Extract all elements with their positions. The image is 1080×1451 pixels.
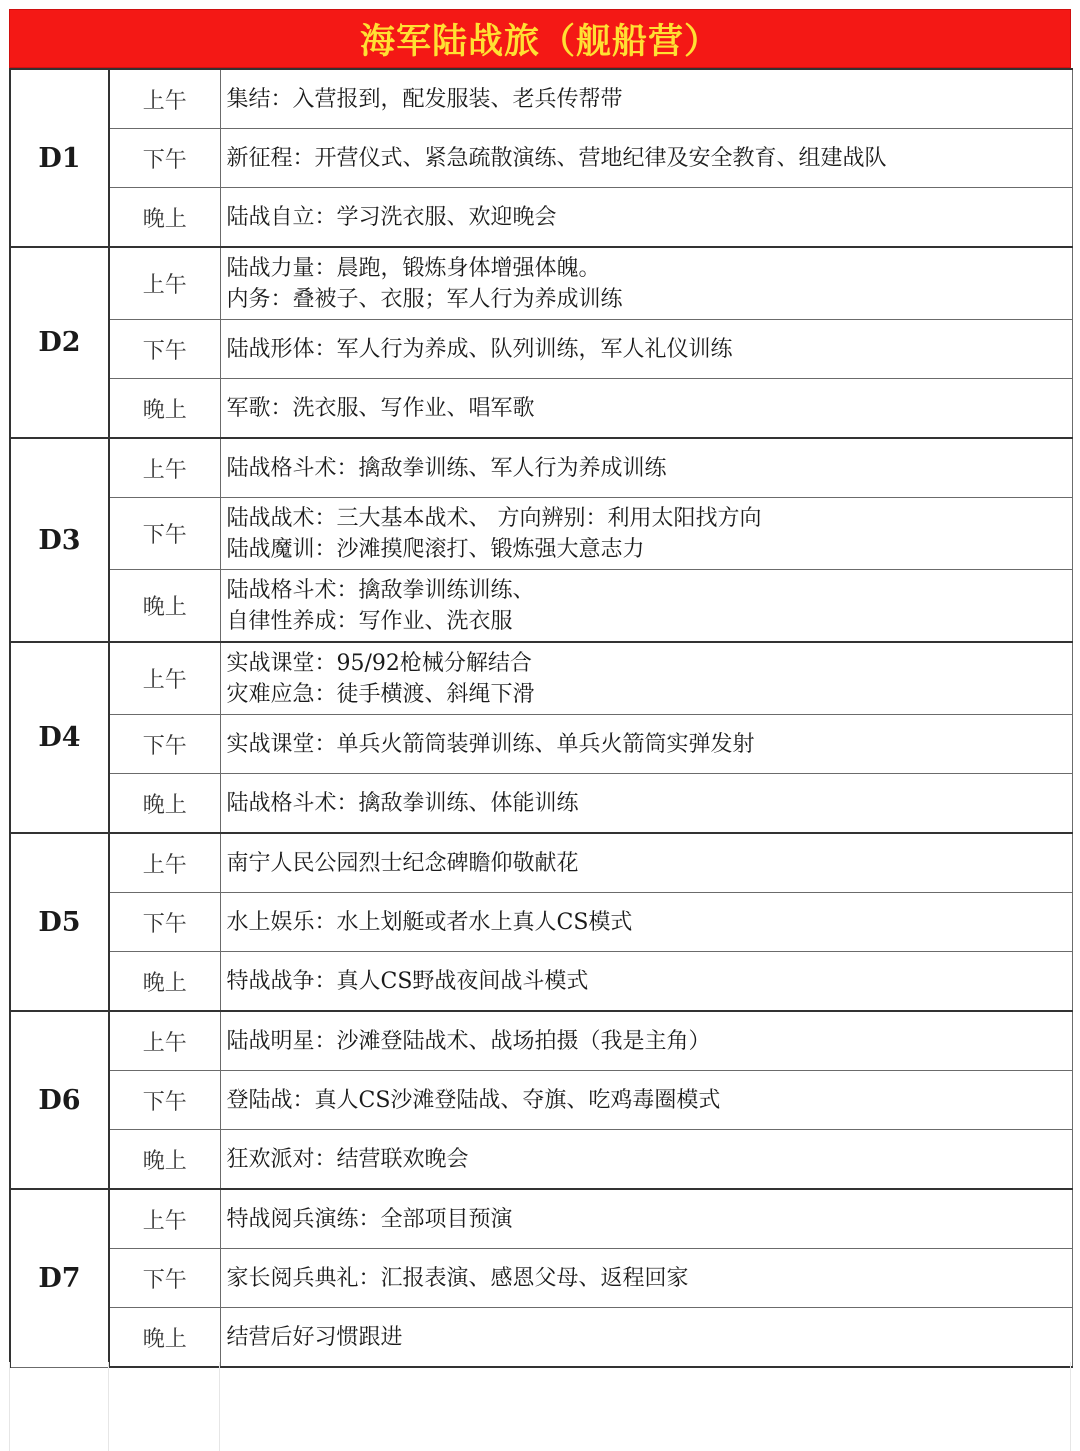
time-slot-label: 下午 (109, 715, 220, 774)
activity-text: 结营后好习惯跟进 (226, 1324, 403, 1350)
activity-text: 特战战争：真人CS野战夜间战斗模式 (226, 968, 589, 994)
schedule-row (10, 188, 1072, 248)
activity-text: 新征程：开营仪式、紧急疏散演练、营地纪律及安全教育、组建战队 (226, 145, 887, 171)
schedule-title: 海军陆战旅（舰船营） (9, 9, 1071, 68)
activity-text: 特战阅兵演练：全部项目预演 (226, 1206, 513, 1232)
activity-cell (220, 893, 1072, 952)
time-slot-label: 上午 (109, 833, 220, 893)
time-slot-label: 下午 (109, 1071, 220, 1130)
time-slot-label: 上午 (109, 69, 220, 129)
time-slot-label: 晚上 (109, 570, 220, 643)
schedule-row (10, 69, 1072, 129)
schedule-row (10, 570, 1072, 643)
activity-text: 陆战格斗术：擒敌拳训练、军人行为养成训练 (226, 455, 667, 481)
time-slot-label: 晚上 (109, 952, 220, 1012)
time-slot-label: 下午 (109, 1249, 220, 1308)
day-label: D5 (10, 833, 109, 1011)
time-slot-label: 晚上 (109, 1130, 220, 1190)
activity-cell (220, 715, 1072, 774)
time-slot-label: 下午 (109, 498, 220, 570)
schedule-row (10, 1011, 1072, 1071)
activity-text: 登陆战：真人CS沙滩登陆战、夺旗、吃鸡毒圈模式 (226, 1087, 721, 1113)
day-label: D4 (10, 642, 109, 833)
activity-text: 陆战明星：沙滩登陆战术、战场拍摄（我是主角） (226, 1028, 711, 1054)
day-label: D3 (10, 438, 109, 642)
schedule-row (10, 774, 1072, 834)
activity-text: 南宁人民公园烈士纪念碑瞻仰敬献花 (226, 850, 579, 876)
activity-cell (220, 1011, 1072, 1071)
schedule-row (10, 1071, 1072, 1130)
schedule-row (10, 320, 1072, 379)
activity-text: 陆战格斗术：擒敌拳训练、体能训练 (226, 790, 579, 816)
schedule-row (10, 1249, 1072, 1308)
time-slot-label: 上午 (109, 247, 220, 320)
day-label: D2 (10, 247, 109, 438)
day-label: D1 (10, 69, 109, 247)
activity-cell (220, 642, 1072, 715)
activity-text: 家长阅兵典礼：汇报表演、感恩父母、返程回家 (226, 1265, 689, 1291)
schedule-row (10, 1130, 1072, 1190)
activity-cell (220, 833, 1072, 893)
time-slot-label: 下午 (109, 320, 220, 379)
schedule-row (10, 129, 1072, 188)
activity-cell (220, 498, 1072, 570)
activity-cell (220, 1189, 1072, 1249)
activity-text: 军歌：洗衣服、写作业、唱军歌 (226, 395, 535, 421)
activity-text: 陆战魔训：沙滩摸爬滚打、锻炼强大意志力 (226, 536, 645, 562)
activity-text: 陆战战术：三大基本战术、 方向辨别：利用太阳找方向 (226, 505, 762, 531)
schedule-row (10, 1189, 1072, 1249)
schedule-table (9, 68, 1073, 1368)
time-slot-label: 上午 (109, 1189, 220, 1249)
activity-text: 灾难应急：徒手横渡、斜绳下滑 (226, 681, 535, 707)
time-slot-label: 上午 (109, 642, 220, 715)
time-slot-label: 晚上 (109, 1308, 220, 1368)
activity-text: 陆战格斗术：擒敌拳训练训练、 (226, 577, 535, 603)
schedule-row (10, 498, 1072, 570)
activity-text: 陆战形体：军人行为养成、队列训练，军人礼仪训练 (226, 336, 733, 362)
schedule-row (10, 642, 1072, 715)
time-slot-label: 下午 (109, 893, 220, 952)
activity-cell (220, 1130, 1072, 1190)
activity-cell (220, 1249, 1072, 1308)
schedule-sheet (9, 9, 1071, 1368)
day-label: D7 (10, 1189, 109, 1367)
schedule-row (10, 379, 1072, 439)
activity-cell (220, 774, 1072, 834)
activity-cell (220, 247, 1072, 320)
time-slot-label: 上午 (109, 1011, 220, 1071)
day-label: D6 (10, 1011, 109, 1189)
activity-cell (220, 188, 1072, 248)
time-slot-label: 晚上 (109, 774, 220, 834)
schedule-row (10, 715, 1072, 774)
activity-text: 集结：入营报到，配发服装、老兵传帮带 (226, 86, 623, 112)
activity-cell (220, 129, 1072, 188)
schedule-row (10, 1308, 1072, 1368)
schedule-row (10, 833, 1072, 893)
empty-grid-area (9, 1362, 1071, 1451)
time-slot-label: 上午 (109, 438, 220, 498)
activity-cell (220, 952, 1072, 1012)
schedule-row (10, 438, 1072, 498)
activity-cell (220, 379, 1072, 439)
activity-text: 水上娱乐：水上划艇或者水上真人CS模式 (226, 909, 633, 935)
activity-text: 内务：叠被子、衣服；军人行为养成训练 (226, 286, 623, 312)
schedule-row (10, 893, 1072, 952)
time-slot-label: 晚上 (109, 188, 220, 248)
schedule-body (10, 69, 1072, 1367)
schedule-row (10, 247, 1072, 320)
activity-cell (220, 438, 1072, 498)
schedule-row (10, 952, 1072, 1012)
activity-cell (220, 1071, 1072, 1130)
time-slot-label: 下午 (109, 129, 220, 188)
activity-cell (220, 69, 1072, 129)
activity-text: 狂欢派对：结营联欢晚会 (226, 1146, 469, 1172)
activity-text: 陆战力量：晨跑，锻炼身体增强体魄。 (226, 255, 601, 281)
activity-cell (220, 1308, 1072, 1368)
time-slot-label: 晚上 (109, 379, 220, 439)
activity-text: 陆战自立：学习洗衣服、欢迎晚会 (226, 204, 557, 230)
activity-text: 实战课堂：单兵火箭筒装弹训练、单兵火箭筒实弹发射 (226, 731, 755, 757)
activity-text: 自律性养成：写作业、洗衣服 (226, 608, 513, 634)
activity-cell (220, 570, 1072, 643)
activity-text: 实战课堂：95/92枪械分解结合 (226, 650, 532, 676)
activity-cell (220, 320, 1072, 379)
